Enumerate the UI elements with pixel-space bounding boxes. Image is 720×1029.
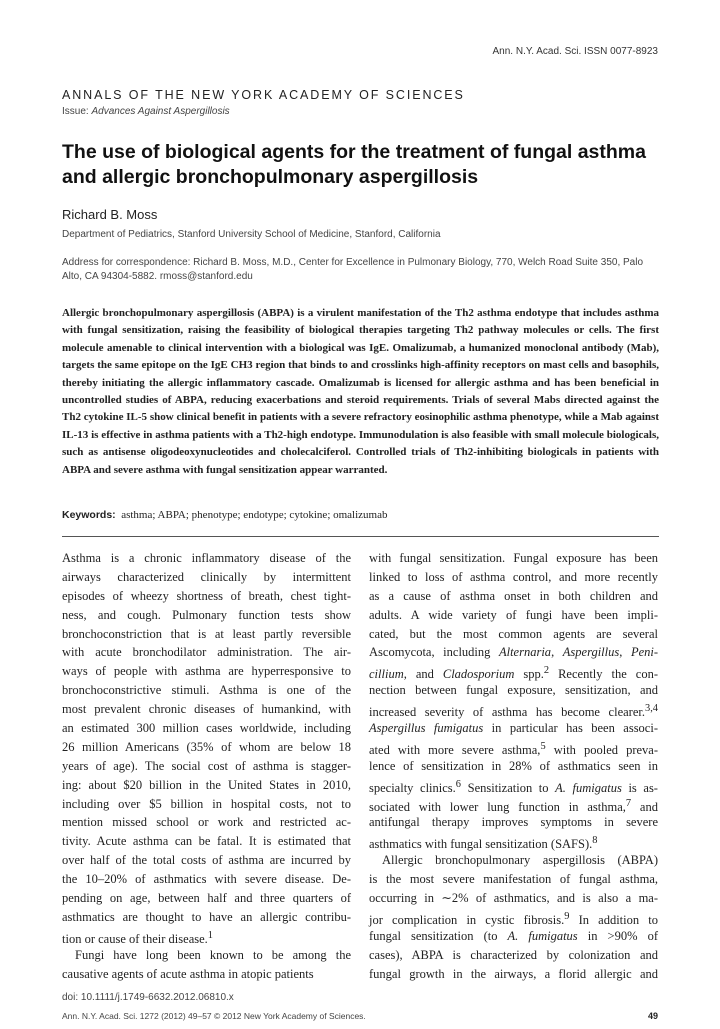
citation-ref: 5 xyxy=(540,740,546,752)
journal-reference: Ann. N.Y. Acad. Sci. ISSN 0077-8923 xyxy=(492,46,658,57)
body-line: including over $5 billion in hospital costs, not to xyxy=(62,796,351,811)
body-text: in particular has been associ- xyxy=(483,721,658,736)
body-text: Recently the con- xyxy=(549,667,658,682)
body-line: antifungal therapy improves symptoms in severe xyxy=(369,815,658,830)
body-line: bronchoconstriction that is at least partly reversible xyxy=(62,626,351,641)
journal-name: ANNALS OF THE NEW YORK ACADEMY OF SCIENCES xyxy=(62,88,465,102)
body-line: airways characterized clinically by intermittent xyxy=(62,569,351,584)
body-text: Sensitization to xyxy=(461,780,556,795)
body-line: ing: about $20 billion in the United States in 2010, xyxy=(62,777,351,792)
body-line xyxy=(62,927,351,946)
body-line: cases), ABPA is characterized by colonization and xyxy=(369,947,658,962)
body-line xyxy=(369,776,658,795)
body-line: nection between fungal exposure, sensitization, and xyxy=(369,683,658,698)
body-text: is as- xyxy=(621,780,658,795)
genus-name: Aspergillus xyxy=(562,645,620,660)
body-line xyxy=(369,795,658,814)
body-line xyxy=(369,662,658,681)
doi: doi: 10.1111/j.1749-6632.2012.06810.x xyxy=(62,992,234,1003)
page-number: 49 xyxy=(647,1011,658,1021)
body-line: is the most severe manifestation of fungal asthma, xyxy=(369,872,658,887)
body-line: Fungi have long been known to be among the xyxy=(75,947,351,962)
genus-name: cillium xyxy=(369,667,404,682)
body-line xyxy=(369,927,658,946)
body-text: , and xyxy=(403,667,443,682)
citation-ref: 3,4 xyxy=(644,703,658,715)
body-line: mention missed school or work and restricted ac- xyxy=(62,815,351,830)
body-line: the 10–20% of asthmatics with severe disease. De- xyxy=(62,872,351,887)
abstract: Allergic bronchopulmonary aspergillosis (ABPA) is a virulent manifestation of the Th2 asthma endotype that includes asthma with fungal sensitization, raising the feasibility of biological therapies targeting Th2 pathway molecules or cells. The first molecule amenable to clinical intervention with a biological was IgE. Omalizumab, a humanized monoclonal antibody (Mab), targets the same epitope on the IgE CH3 region that binds to and crosslinks high-affinity receptors on mast cells and basophils, thereby initiating the allergic inflammatory cascade. Omalizumab is licensed for allergic asthma and has been beneficial in uncontrolled studies of ABPA, reducing exacerbations and steroid requirements. Trials of several Mabs directed against the Th2 cytokine IL-5 show clinical benefit in patients with a severe refractory eosinophilic asthma phenotype, while a Mab against IL-13 is effective in asthma patients with a Th2-high endotype. Immunodulation is also feasible with small molecule biologicals, such as antisense oligodeoxynucleotides and cholecalciferol. Controlled trials of Th2-inhibiting biologicals in patients with ABPA and severe asthma with fungal sensitization appear warranted. xyxy=(62,307,659,476)
citation-ref: 6 xyxy=(455,778,461,790)
article-title: The use of biological agents for the treatment of fungal asthma and allergic bronchopulmonary aspergillosis xyxy=(62,141,646,188)
body-text: specialty clinics. xyxy=(369,780,456,795)
species-name: A. fumigatus xyxy=(507,928,578,943)
body-text: Ascomycota, including xyxy=(369,645,499,660)
body-text: with pooled preva- xyxy=(545,743,658,758)
body-line: 26 million Americans (35% of whom are below 18 xyxy=(62,739,351,754)
body-text: asthmatics with fungal sensitization (SAFS). xyxy=(369,837,593,852)
keywords-label: Keywords: xyxy=(62,509,116,521)
body-line: bronchoconstrictive stimuli. Asthma is one of the xyxy=(62,683,351,698)
body-text: spp. xyxy=(514,667,544,682)
body-line: linked to loss of asthma control, and more recently xyxy=(369,569,658,584)
body-line: lence of sensitization in 28% of asthmatics seen in xyxy=(369,758,658,773)
correspondence-address: Address for correspondence: Richard B. Moss, M.D., Center for Excellence in Pulmonary Biology, 770, Welch Road Suite 350, Palo Alto, CA 94304-5882. rmoss@stanford.edu xyxy=(62,257,644,282)
body-line: as a cause of asthma onset in both children and xyxy=(369,588,658,603)
body-text: increased severity of asthma has become clearer. xyxy=(369,705,645,720)
citation-ref: 7 xyxy=(625,797,632,809)
keywords xyxy=(62,509,388,521)
section-divider xyxy=(62,536,659,537)
body-line: pending on age, between half and three quarters of xyxy=(62,891,351,906)
body-line: occurring in ∼2% of asthmatics, and is also a ma- xyxy=(369,891,658,906)
body-line xyxy=(369,908,658,927)
body-text: sociated with lower lung function in asthma, xyxy=(369,799,626,814)
body-line: ness, and cough. Pulmonary function tests show xyxy=(62,607,351,622)
body-text: tion or cause of their disease. xyxy=(62,931,208,946)
body-line: Ascomycota, including Alternaria, Aspergillus, Peni- xyxy=(369,645,659,660)
body-line: tivity. Acute asthma can be fatal. It is estimated that xyxy=(62,834,351,849)
body-line xyxy=(369,700,658,719)
body-text: fungal sensitization (to xyxy=(369,928,508,943)
keywords-list: asthma; ABPA; phenotype; endotype; cytokine; omalizumab xyxy=(121,509,388,521)
body-text: jor complication in cystic fibrosis. xyxy=(369,913,565,928)
issue-line xyxy=(62,106,230,117)
body-line: years of age). The social cost of asthma is stagger- xyxy=(62,758,351,773)
body-line: asthmatics are thought to have an allergic contribu- xyxy=(62,909,351,924)
issue-label: Issue: xyxy=(62,106,89,117)
species-name: Aspergillus fumigatus xyxy=(369,721,484,736)
body-line: fungal growth in the airways, a florid allergic and xyxy=(369,966,658,981)
body-line: adults. A wide variety of fungi have been impli- xyxy=(369,607,658,622)
body-line: over half of the total costs of asthma are incurred by xyxy=(62,853,351,868)
body-line: with fungal sensitization. Fungal exposure has been xyxy=(369,551,658,565)
body-line: Asthma is a chronic inflammatory disease of the xyxy=(62,551,351,565)
author-affiliation: Department of Pediatrics, Stanford University School of Medicine, Stanford, California xyxy=(62,229,441,240)
citation-ref: 8 xyxy=(592,835,598,847)
body-line xyxy=(369,719,658,738)
body-line: an estimated 300 million cases worldwide, including xyxy=(62,721,351,736)
citation-ref: 1 xyxy=(207,929,213,941)
body-line xyxy=(369,832,658,851)
body-line: episodes of wheezy shortness of breath, chest tight- xyxy=(62,588,351,603)
author-name: Richard B. Moss xyxy=(62,207,158,222)
body-column-right xyxy=(369,549,658,983)
issue-title: Advances Against Aspergillosis xyxy=(91,106,230,117)
body-line: with acute bronchodilator administration. The air- xyxy=(62,645,351,660)
body-text: In addition to xyxy=(569,913,658,928)
body-line xyxy=(369,738,658,757)
genus-name: Peni- xyxy=(630,645,659,660)
body-line: ways of people with asthma are hyperresponsive to xyxy=(62,664,351,679)
body-line: Allergic bronchopulmonary aspergillosis (ABPA) xyxy=(382,853,658,868)
species-name: A. fumigatus xyxy=(555,780,622,795)
genus-name: Cladosporium xyxy=(442,667,515,682)
body-line: cated, but the most common agents are several xyxy=(369,626,658,641)
footer-citation: Ann. N.Y. Acad. Sci. 1272 (2012) 49–57 © 2012 New York Academy of Sciences. xyxy=(62,1011,366,1021)
body-text: and xyxy=(631,799,658,814)
body-text: ated with more severe asthma, xyxy=(369,743,541,758)
citation-ref: 2 xyxy=(543,665,550,677)
citation-ref: 9 xyxy=(564,910,570,922)
body-line: most prevalent chronic diseases of humankind, with xyxy=(62,702,351,717)
body-text: in >90% of xyxy=(577,928,658,943)
genus-name: Alternaria xyxy=(498,645,552,660)
body-line: causative agents of acute asthma in atopic patients xyxy=(62,966,314,981)
body-column-left xyxy=(62,549,351,983)
